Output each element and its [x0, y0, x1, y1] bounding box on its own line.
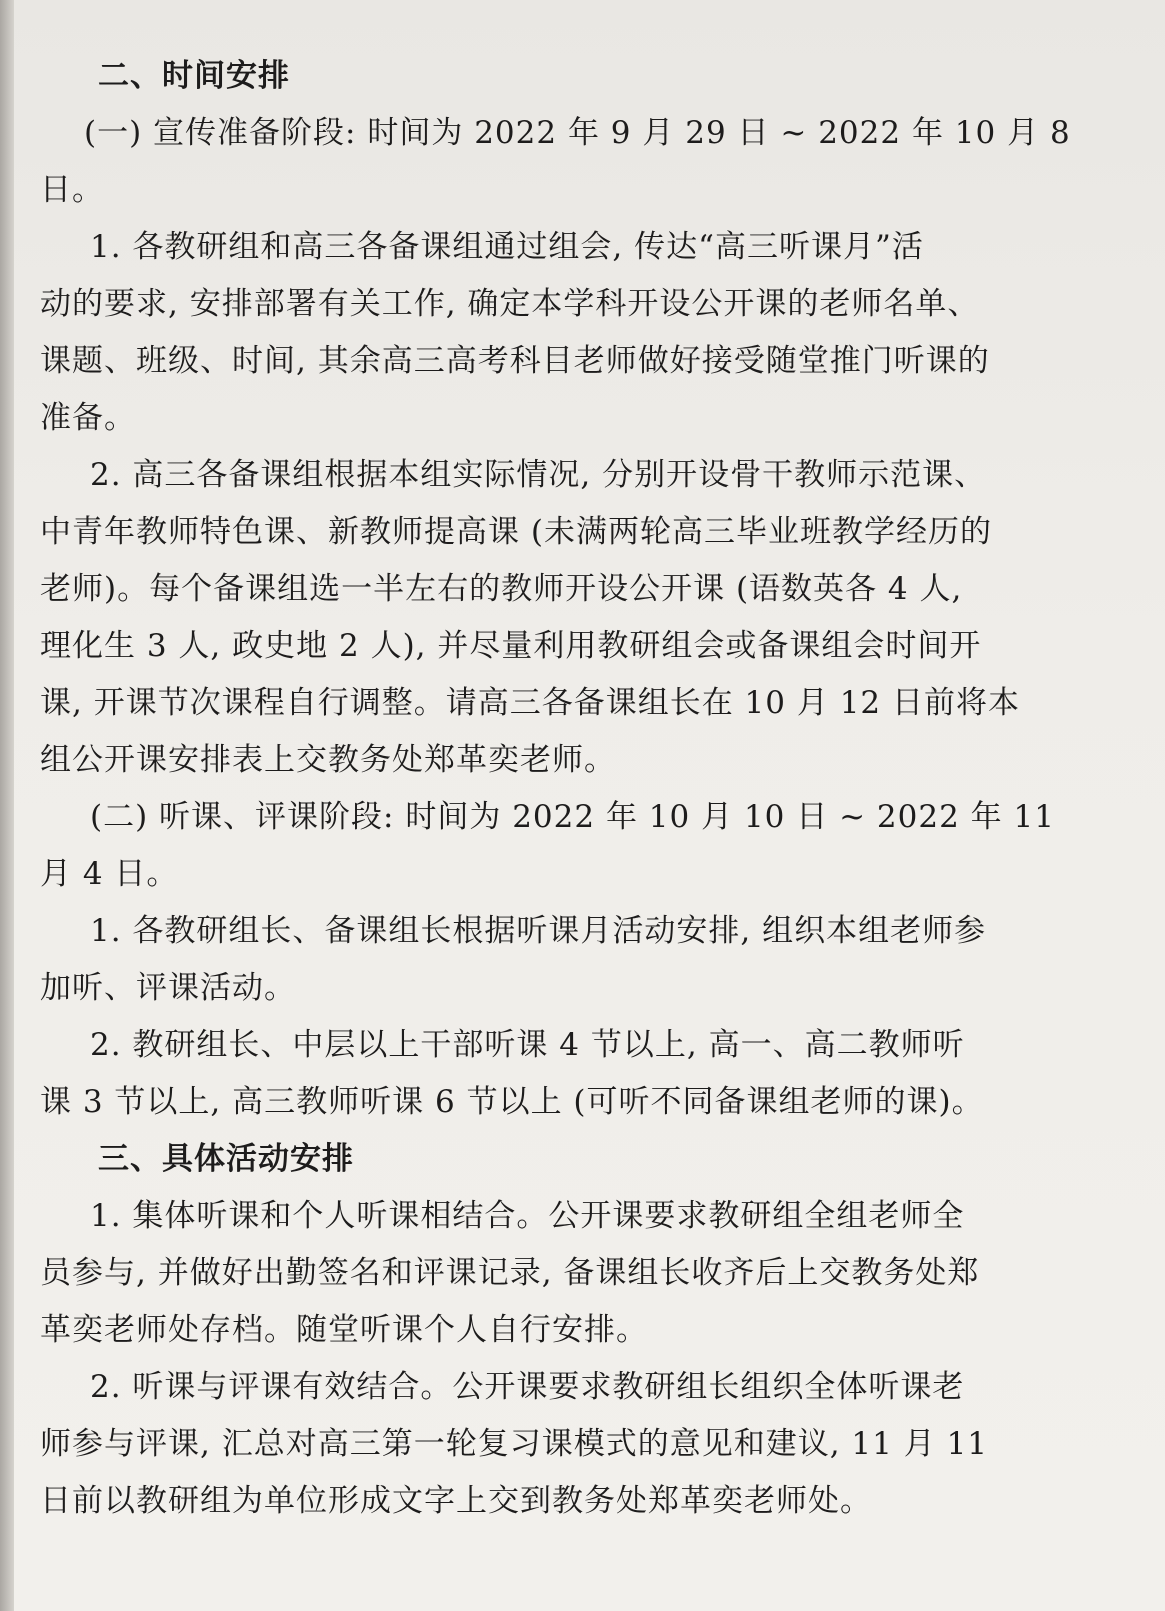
text-line: 组公开课安排表上交教务处郑革奕老师。 [40, 742, 616, 778]
section-heading-schedule: 二、时间安排 [98, 58, 290, 94]
text-line: 加听、评课活动。 [40, 970, 296, 1006]
text-line: 日前以教研组为单位形成文字上交到教务处郑革奕老师处。 [40, 1483, 872, 1519]
subsection-heading-listening: (二) 听课、评课阶段: 时间为 2022 年 10 月 10 日 ~ 2022 年 11 [90, 799, 1055, 835]
paragraph-start: 2. 教研组长、中层以上干部听课 4 节以上, 高一、高二教师听 [90, 1027, 965, 1063]
text-line: 课, 开课节次课程自行调整。请高三各备课组长在 10 月 12 日前将本 [40, 685, 1021, 721]
text-line: 理化生 3 人, 政史地 2 人), 并尽量利用教研组会或备课组会时间开 [40, 628, 982, 664]
paragraph-start: 2. 高三各备课组根据本组实际情况, 分别开设骨干教师示范课、 [90, 457, 987, 493]
text-line: 中青年教师特色课、新教师提高课 (未满两轮高三毕业班教学经历的 [40, 514, 992, 550]
text-line: 月 4 日。 [40, 856, 179, 892]
paragraph-start: 1. 各教研组长、备课组长根据听课月活动安排, 组织本组老师参 [90, 913, 987, 949]
text-line: 课题、班级、时间, 其余高三高考科目老师做好接受随堂推门听课的 [40, 343, 990, 379]
text-line: 师参与评课, 汇总对高三第一轮复习课模式的意见和建议, 11 月 11 [40, 1426, 989, 1462]
paragraph-start: 1. 各教研组和高三各备课组通过组会, 传达“高三听课月”活 [90, 229, 924, 265]
text-line: 日。 [40, 172, 104, 208]
page-left-edge [0, 0, 14, 1611]
section-heading-activities: 三、具体活动安排 [98, 1141, 354, 1177]
text-line: 课 3 节以上, 高三教师听课 6 节以上 (可听不同备课组老师的课)。 [40, 1084, 984, 1120]
text-line: 员参与, 并做好出勤签名和评课记录, 备课组长收齐后上交教务处郑 [40, 1255, 980, 1291]
text-line: 动的要求, 安排部署有关工作, 确定本学科开设公开课的老师名单、 [40, 286, 980, 322]
paragraph-start: 1. 集体听课和个人听课相结合。公开课要求教研组全组老师全 [90, 1198, 965, 1234]
document-body [40, 48, 1140, 1530]
subsection-heading-preparation: (一) 宣传准备阶段: 时间为 2022 年 9 月 29 日 ~ 2022 年 10 月 8 [84, 115, 1071, 151]
text-line: 准备。 [40, 400, 136, 436]
text-line: 老师)。每个备课组选一半左右的教师开设公开课 (语数英各 4 人, [40, 571, 963, 607]
paragraph-start: 2. 听课与评课有效结合。公开课要求教研组长组织全体听课老 [90, 1369, 965, 1405]
text-line: 革奕老师处存档。随堂听课个人自行安排。 [40, 1312, 648, 1348]
